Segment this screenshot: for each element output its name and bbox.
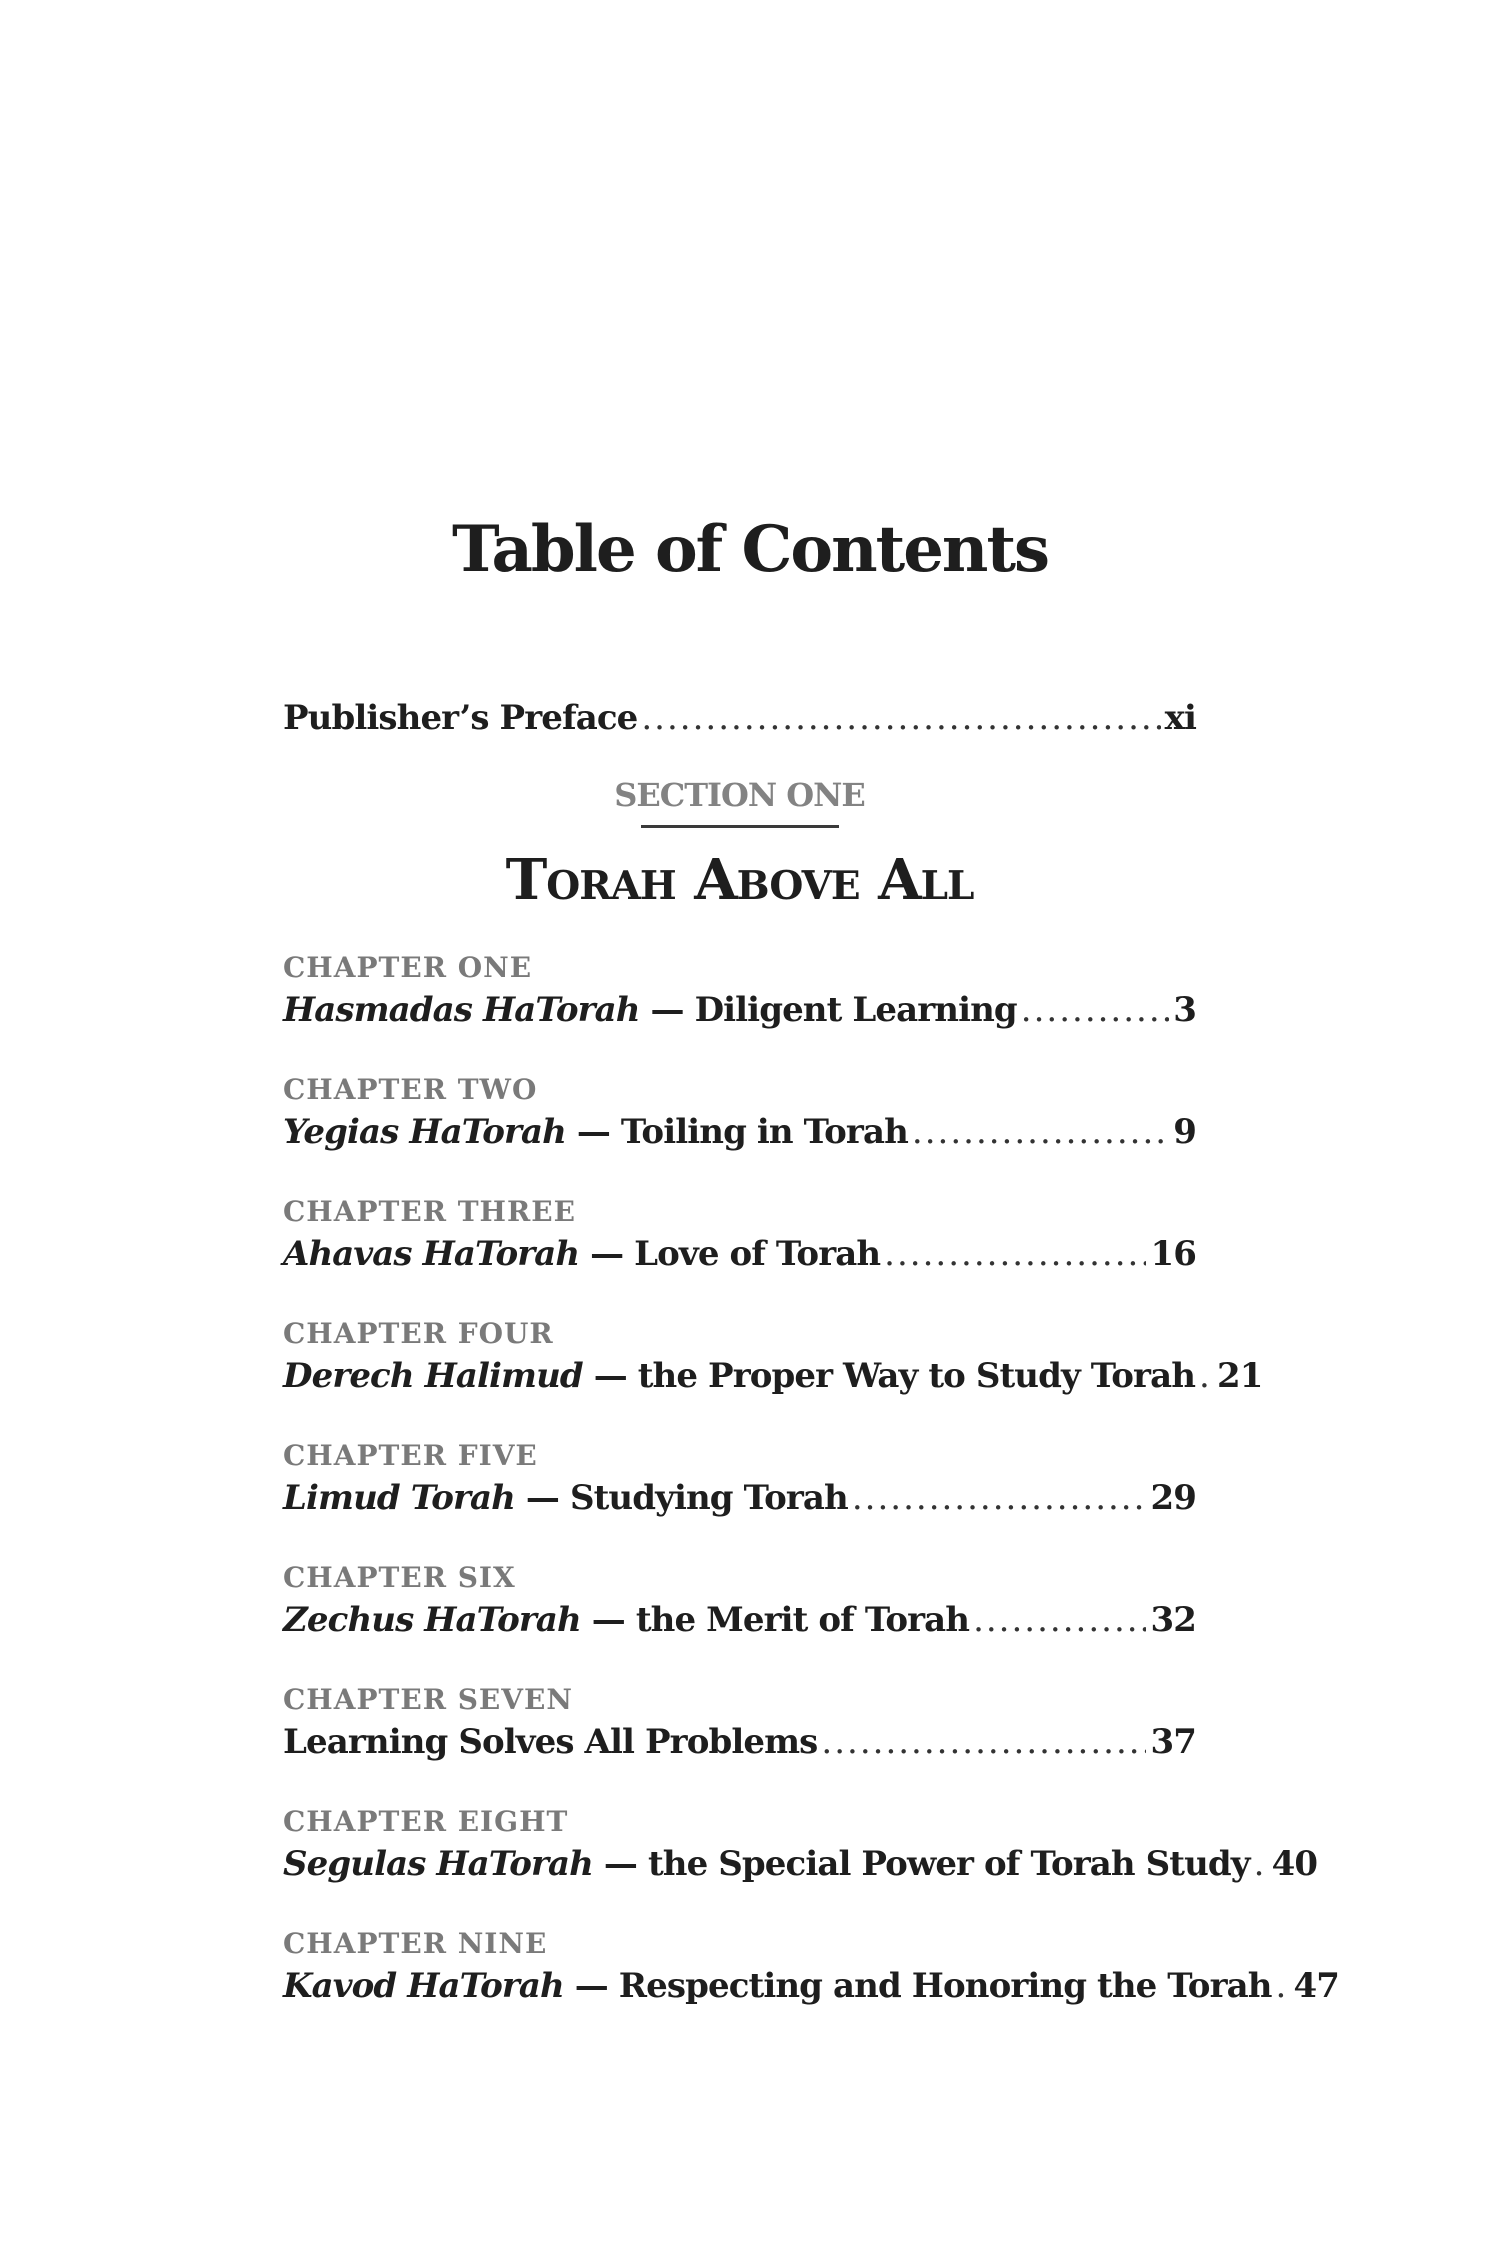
- dot-leader: [912, 1109, 1169, 1155]
- page-number: 37: [1150, 1722, 1196, 1762]
- toc-entry-chapter-3[interactable]: [283, 1231, 1196, 1277]
- page-number: 32: [1150, 1600, 1196, 1640]
- chapter-label: CHAPTER NINE: [283, 1927, 548, 1960]
- chapter-label: CHAPTER EIGHT: [283, 1805, 569, 1838]
- entry-title-italic: Zechus HaTorah: [283, 1600, 581, 1640]
- toc-entry-chapter-2[interactable]: [283, 1109, 1196, 1155]
- entry-title: Publisher’s Preface: [283, 698, 638, 738]
- entry-title-rest: — Respecting and Honoring the Torah: [563, 1966, 1272, 2006]
- page-number: 29: [1150, 1478, 1196, 1518]
- page-number: xi: [1164, 698, 1196, 738]
- entry-title-italic: Kavod HaTorah: [283, 1966, 564, 2006]
- page-number: 40: [1271, 1844, 1318, 1884]
- entry-title-rest: — Toiling in Torah: [565, 1112, 908, 1152]
- entry-title-rest: Learning Solves All Problems: [283, 1722, 818, 1762]
- entry-title-rest: — Diligent Learning: [639, 990, 1017, 1030]
- toc-entry-chapter-1[interactable]: [283, 987, 1196, 1033]
- chapter-label: CHAPTER SEVEN: [283, 1683, 573, 1716]
- page-title: Table of Contents: [451, 512, 1049, 587]
- dot-leader: [1276, 1963, 1290, 2009]
- entry-title: [283, 1353, 1195, 1399]
- section-title: Torah Above All: [505, 847, 974, 913]
- toc-entry-chapter-7[interactable]: [283, 1719, 1196, 1765]
- dot-leader: [821, 1719, 1146, 1765]
- dot-leader: [641, 695, 1160, 741]
- section-divider: [641, 825, 839, 828]
- toc-entry-chapter-8[interactable]: [283, 1841, 1318, 1887]
- chapter-label: CHAPTER TWO: [283, 1073, 538, 1106]
- entry-title-rest: — the Merit of Torah: [580, 1600, 970, 1640]
- dot-leader: [884, 1231, 1146, 1277]
- page-number: 3: [1173, 990, 1196, 1030]
- entry-title-italic: Ahavas HaTorah: [283, 1234, 580, 1274]
- dot-leader: [1199, 1353, 1213, 1399]
- entry-title: [283, 987, 1017, 1033]
- toc-entry-chapter-4[interactable]: [283, 1353, 1263, 1399]
- chapter-label: CHAPTER FOUR: [283, 1317, 554, 1350]
- entry-title: [283, 1475, 848, 1521]
- page-number: 9: [1173, 1112, 1196, 1152]
- chapter-label: CHAPTER THREE: [283, 1195, 576, 1228]
- toc-entry-chapter-9[interactable]: [283, 1963, 1340, 2009]
- entry-title: [283, 1109, 908, 1155]
- chapter-label: CHAPTER FIVE: [283, 1439, 538, 1472]
- entry-title: [283, 1231, 880, 1277]
- entry-title-rest: — the Special Power of Torah Study: [593, 1844, 1250, 1884]
- dot-leader: [973, 1597, 1146, 1643]
- dot-leader: [852, 1475, 1147, 1521]
- entry-title: [283, 1597, 969, 1643]
- page-number: 47: [1293, 1966, 1340, 2006]
- section-label: SECTION ONE: [614, 776, 865, 814]
- entry-title-rest: — Love of Torah: [579, 1234, 881, 1274]
- entry-title-italic: Hasmadas HaTorah: [283, 990, 640, 1030]
- page-number: 21: [1217, 1356, 1263, 1396]
- toc-entry-chapter-6[interactable]: [283, 1597, 1196, 1643]
- entry-title-rest: — Studying Torah: [514, 1478, 848, 1518]
- entry-title-italic: Yegias HaTorah: [283, 1112, 566, 1152]
- entry-title: [283, 1719, 817, 1765]
- dot-leader: [1021, 987, 1169, 1033]
- entry-title: [283, 1841, 1250, 1887]
- toc-entry-preface[interactable]: [283, 695, 1196, 741]
- toc-entry-chapter-5[interactable]: [283, 1475, 1196, 1521]
- dot-leader: [1254, 1841, 1268, 1887]
- entry-title-rest: — the Proper Way to Study Torah: [582, 1356, 1196, 1396]
- chapter-label: CHAPTER ONE: [283, 951, 533, 984]
- page-number: 16: [1150, 1234, 1196, 1274]
- entry-title-italic: Derech Halimud: [283, 1356, 583, 1396]
- entry-title: [283, 1963, 1272, 2009]
- entry-title-italic: Segulas HaTorah: [283, 1844, 593, 1884]
- chapter-label: CHAPTER SIX: [283, 1561, 516, 1594]
- entry-title-italic: Limud Torah: [283, 1478, 515, 1518]
